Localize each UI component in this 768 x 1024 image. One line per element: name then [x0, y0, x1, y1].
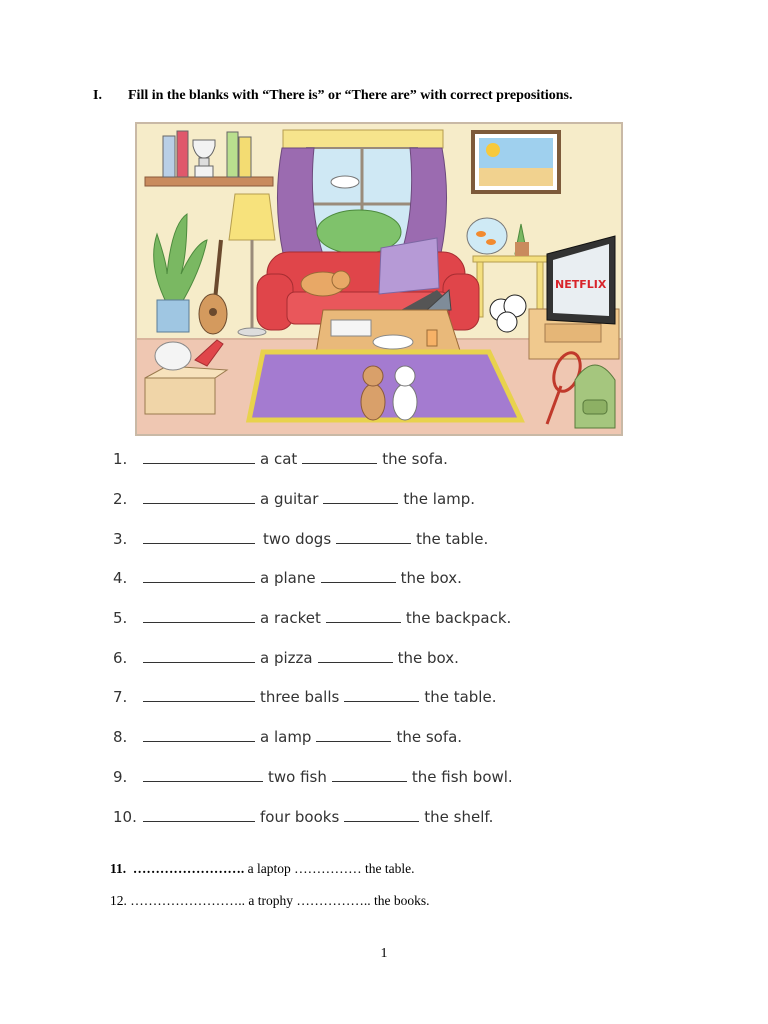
- answer-blank[interactable]: …………………….: [132, 861, 245, 876]
- preposition-blank[interactable]: [344, 820, 419, 822]
- exercise-object: the sofa.: [382, 450, 448, 468]
- exercise-number: 2.: [113, 490, 128, 508]
- exercise-object: the table.: [365, 861, 415, 876]
- answer-blank[interactable]: [143, 700, 255, 702]
- exercise-subject: a guitar: [260, 490, 319, 508]
- exercise-subject: a cat: [260, 450, 298, 468]
- exercise-subject: a trophy: [248, 893, 293, 908]
- dotted-exercise-item: [110, 893, 430, 909]
- preposition-blank[interactable]: [318, 661, 393, 663]
- preposition-blank[interactable]: [302, 462, 377, 464]
- dotted-exercise-item: [110, 861, 415, 877]
- answer-blank[interactable]: [143, 820, 255, 822]
- instruction-heading: [93, 88, 573, 104]
- preposition-blank[interactable]: ……………..: [296, 893, 371, 908]
- exercise-object: the box.: [397, 649, 459, 667]
- exercise-number: 8.: [113, 728, 128, 746]
- preposition-blank[interactable]: [321, 581, 396, 583]
- exercise-item: [113, 569, 462, 587]
- exercise-subject: four books: [260, 808, 340, 826]
- exercise-subject: two fish: [268, 768, 327, 786]
- exercise-item: [113, 609, 511, 627]
- exercise-subject: a lamp: [260, 728, 312, 746]
- exercise-number: 7.: [113, 688, 128, 706]
- living-room-picture: [137, 124, 621, 434]
- preposition-blank[interactable]: [332, 780, 407, 782]
- exercise-item: [113, 490, 475, 508]
- answer-blank[interactable]: [143, 661, 255, 663]
- exercise-subject: two dogs: [263, 530, 332, 548]
- exercise-number: 9.: [113, 768, 128, 786]
- answer-blank[interactable]: [143, 462, 255, 464]
- living-room-illustration: [135, 122, 623, 436]
- exercise-subject: a laptop: [247, 861, 291, 876]
- exercise-object: the books.: [374, 893, 430, 908]
- instruction-text: Fill in the blanks with “There is” or “There are” with correct prepositions.: [128, 88, 573, 103]
- exercise-item: [113, 808, 493, 826]
- instruction-number: I.: [93, 88, 102, 103]
- exercise-item: [113, 530, 488, 548]
- exercise-item: [113, 768, 513, 786]
- preposition-blank[interactable]: [344, 700, 419, 702]
- exercise-number: 3.: [113, 530, 128, 548]
- exercise-item: [113, 728, 462, 746]
- exercise-subject: a racket: [260, 609, 321, 627]
- exercise-object: the lamp.: [403, 490, 476, 508]
- tv-netflix-label: NETFLIX: [555, 278, 607, 291]
- exercise-item: [113, 450, 448, 468]
- answer-blank[interactable]: ……………………..: [130, 893, 245, 908]
- page-number: 1: [380, 946, 388, 961]
- answer-blank[interactable]: [143, 621, 255, 623]
- answer-blank[interactable]: [143, 780, 263, 782]
- exercise-number: 4.: [113, 569, 128, 587]
- exercise-number: 6.: [113, 649, 128, 667]
- exercise-subject: three balls: [260, 688, 340, 706]
- exercise-object: the backpack.: [405, 609, 512, 627]
- answer-blank[interactable]: [143, 581, 255, 583]
- answer-blank[interactable]: [143, 740, 255, 742]
- preposition-blank[interactable]: [323, 502, 398, 504]
- exercise-item: [113, 649, 459, 667]
- preposition-blank[interactable]: [316, 740, 391, 742]
- exercise-subject: a plane: [260, 569, 316, 587]
- preposition-blank[interactable]: [336, 542, 411, 544]
- exercise-subject: a pizza: [260, 649, 313, 667]
- exercise-number: 1.: [113, 450, 128, 468]
- exercise-number: 5.: [113, 609, 128, 627]
- exercise-object: the fish bowl.: [411, 768, 513, 786]
- preposition-blank[interactable]: ……………: [294, 861, 362, 876]
- answer-blank[interactable]: [143, 502, 255, 504]
- exercise-object: the box.: [400, 569, 462, 587]
- exercise-object: the table.: [424, 688, 497, 706]
- exercise-item: [113, 688, 496, 706]
- answer-blank[interactable]: [143, 542, 255, 544]
- preposition-blank[interactable]: [326, 621, 401, 623]
- exercise-number: 10.: [113, 808, 137, 826]
- exercise-object: the shelf.: [424, 808, 494, 826]
- exercise-number: 12.: [110, 893, 127, 908]
- exercise-object: the sofa.: [396, 728, 463, 746]
- exercise-object: the table.: [416, 530, 489, 548]
- exercise-number: 11.: [110, 861, 127, 876]
